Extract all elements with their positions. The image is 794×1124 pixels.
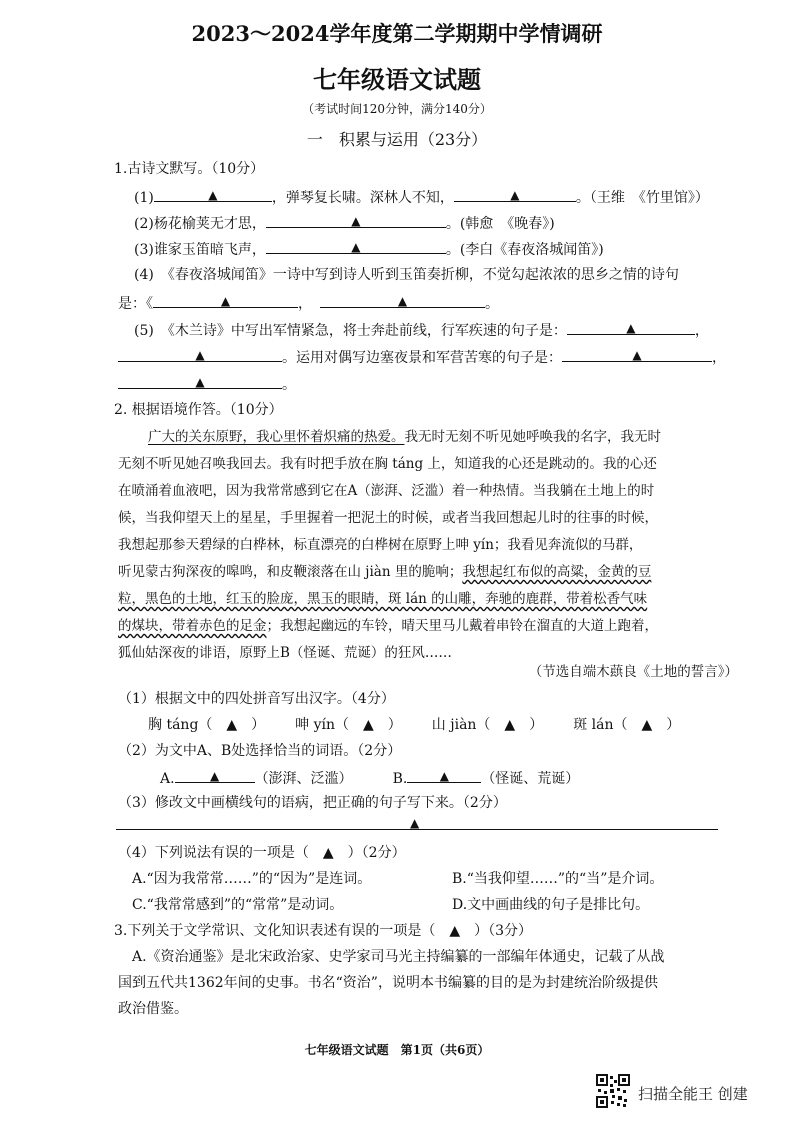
answer-blank[interactable] [567,320,695,335]
section-heading: 一 积累与运用（23分） [306,130,488,149]
blank-marker-icon: ▲ [351,240,361,254]
answer-blank[interactable] [266,213,446,228]
passage-line: 的煤块，带着赤色的足金；我想起幽远的车铃，晴天里马儿戴着串铃在溜直的大道上跑着， [118,618,658,634]
blank-marker-icon: ▲ [195,348,205,362]
q2-sub3: （3）修改文中画横线句的语病，把正确的句子写下来。（2分） [118,795,507,811]
q2-sub2-answers: A. ▲ （澎湃、泛滥） B. ▲ （怪诞、荒诞） [160,769,580,787]
answer-blank[interactable] [562,347,712,362]
blank-marker-icon: ▲ [195,375,205,389]
blank-marker-icon: ▲ [626,321,636,335]
option-a: A.“因为我常常……”的“因为”是连词。 [132,871,372,887]
scanner-watermark: 扫描全能王 创建 [638,1085,748,1103]
passage-line: 在喷涌着血液吧，因为我常常感到它在A（澎湃、泛滥）着一种热情。当我躺在土地上的时 [118,483,655,499]
q1-line5-cont: ▲ 。运用对偶写边塞夜景和军营苦寒的句子是： ▲ ， [118,347,726,367]
answer-blank[interactable] [407,768,481,783]
blank-marker-icon: ▲ [439,769,449,783]
passage-line: 听见蒙古狗深夜的嗥鸣，和皮鞭滚落在山 jiàn 里的脆响；我想起红布似的高粱，金黄的豆 [118,564,652,580]
blank-marker-icon: ▲ [397,294,408,308]
q2-sub4: （4）下列说法有误的一项是（ ▲ ）（2分） [118,845,406,861]
q2-pinyin-row: 胸 táng（ ▲ ） 呻 yín（ ▲ ） 山 jiàn（ ▲ ） 斑 lán（ ▲ ） [148,717,681,733]
blank-marker-icon: ▲ [510,188,520,202]
blank-marker-icon: ▲ [351,214,361,228]
answer-blank[interactable] [154,187,272,202]
q1-line2: (2)杨花榆荚无才思， ▲ 。(韩愈 《晚春》) [134,214,555,232]
q2-sub2: （2）为文中A、B处选择恰当的词语。（2分） [118,743,402,759]
q1-line3: (3)谁家玉笛暗飞声， ▲ 。(李白《春夜洛城闻笛》) [134,240,604,258]
page-subtitle: 七年级语文试题 [313,65,481,94]
passage-line: 广大的关东原野，我心里怀着炽痛的热爱。我无时无刻不听见她呼唤我的名字，我无时 [148,429,661,445]
answer-blank[interactable] [175,768,255,783]
passage-line: 无刻不听见她召唤我回去。我有时把手放在胸 táng 上，知道我的心还是跳动的。我的心还 [118,456,657,472]
blank-marker-icon: ▲ [208,188,218,202]
blank-marker-icon: ▲ [220,294,231,308]
q2-title: 2. 根据语境作答。（10分） [114,402,283,418]
answer-blank[interactable] [118,374,282,389]
option-b: B.“当我仰望……”的“当”是介词。 [452,871,664,887]
q3-title: 3.下列关于文学常识、文化知识表述有误的一项是（ ▲ ）（3分） [114,923,533,939]
q3-option-a-line: 政治借鉴。 [118,1001,188,1017]
blank-marker-icon: ▲ [209,769,220,783]
passage-line: 粒，黑色的土地，红玉的脸庞，黑玉的眼睛，斑 lán 的山雕，奔驰的鹿群，带着松香气味 [118,591,648,607]
q2-sub1: （1）根据文中的四处拼音写出汉字。（4分） [118,691,395,707]
blank-marker-icon: ▲ [632,348,642,362]
page-footer: 七年级语文试题 第1页（共6页） [304,1043,490,1057]
answer-blank[interactable] [153,293,298,308]
q1-line4: (4) 《春夜洛城闻笛》一诗中写到诗人听到玉笛奏折柳，不觉勾起浓浓的思乡之情的诗句 [134,267,679,283]
answer-blank[interactable] [118,347,282,362]
answer-blank[interactable] [320,293,485,308]
blank-marker-icon: ▲ [410,816,420,830]
q3-option-a-line: 国到五代共1362年间的史事。书名“资治”，说明本书编纂的目的是为封建统治阶级提供 [118,975,658,991]
q1-title: 1.古诗文默写。（10分） [114,161,265,177]
passage-source: （节选自端木蕻良《土地的誓言》） [528,664,738,680]
q1-line5: (5) 《木兰诗》中写出军情紧急，将士奔赴前线，行军疾速的句子是： ▲ ， [134,321,709,339]
passage-line: 狐仙姑深夜的诽语，原野上B（怪诞、荒诞）的狂风…… [118,645,452,661]
q1-line5-end: ▲ 。 [118,374,296,394]
answer-blank[interactable] [266,239,446,254]
option-d: D.文中画曲线的句子是排比句。 [452,897,650,913]
passage-line: 候，当我仰望天上的星星，手里握着一把泥土的时候，或者当我回想起儿时的往事的时候， [118,510,658,526]
option-c: C.“我常常感到”的“常常”是动词。 [132,897,344,913]
answer-blank[interactable] [454,187,576,202]
page-title: 2023～2024学年度第二学期期中学情调研 [191,21,603,46]
q1-line1: (1) ▲ ，弹琴复长啸。深林人不知， ▲ 。（王维 《竹里馆》） [134,188,709,206]
passage-line: 我想起那参天碧绿的白桦林，标直漂亮的白桦树在原野上呻 yín；我看见奔流似的马群， [118,537,643,553]
q3-option-a-line: A.《资治通鉴》是北宋政治家、史学家司马光主持编纂的一部编年体通史，记载了从战 [132,949,665,965]
q1-line4-answer: 是：《 ▲ ， ▲ 。 [118,294,499,312]
qr-code-icon [596,1074,630,1108]
exam-info: （考试时间120分钟，满分140分） [302,102,492,116]
